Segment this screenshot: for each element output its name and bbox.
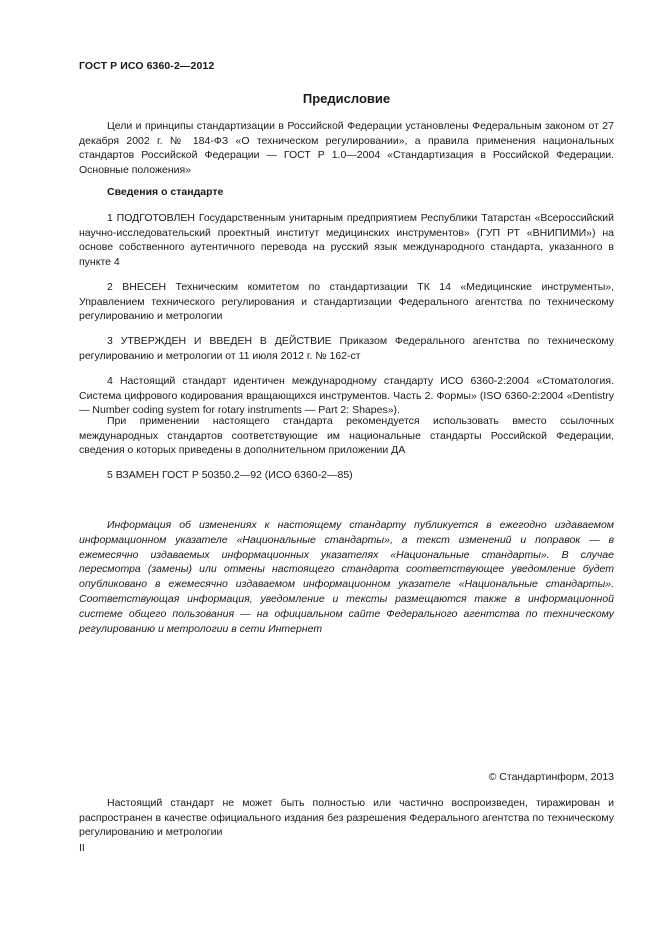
info-item-4-note: При применении настоящего стандарта рекомендуется использовать вместо ссылочных международных стандартов соответствующие им национальные стандарты Российской Федерации, сведения о которых приведены в дополнительном приложении ДА (79, 415, 614, 456)
info-item-5: 5 ВЗАМЕН ГОСТ Р 50350.2—92 (ИСО 6360-2—85) (107, 469, 353, 481)
preface-title: Предисловие (302, 91, 391, 106)
page-number: II (79, 842, 85, 854)
standard-info-heading: Сведения о стандарте (107, 186, 224, 198)
info-item-4: 4 Настоящий стандарт идентичен международному стандарту ИСО 6360-2:2004 «Стоматология. Система цифрового кодирования вращающихся инструментов. Часть 2. Формы» (ISO 6360-2:2004 «Dentistry — Number coding system for rotary instruments — Part 2: Shapes»). (79, 375, 614, 416)
info-item-2: 2 ВНЕСЕН Техническим комитетом по стандартизации ТК 14 «Медицинские инструменты», Управлением технического регулирования и стандартизации Федерального агентства по техническому регулированию и метрологии (79, 281, 614, 322)
standard-code-header: ГОСТ Р ИСО 6360-2—2012 (79, 60, 215, 72)
reproduction-notice: Настоящий стандарт не может быть полностью или частично воспроизведен, тиражирован и распространен в качестве официального издания без разрешения Федерального агентства по техническому регулированию и метрологии (79, 797, 614, 838)
changes-notice: Информация об изменениях к настоящему стандарту публикуется в ежегодно издаваемом информационном указателе «Национальные стандарты», а текст изменений и поправок — в ежемесячно издаваемых информационных указателях «Национальные стандарты». В случае пересмотра (замены) или отмены настоящего стандарта соответствующее уведомление будет опубликовано в ежемесячно издаваемом информационном указателе «Национальные стандарты». Соответствующая информация, уведомление и тексты размещаются также в информационной системе общего пользования — на официальном сайте Федерального агентства по техническому регулированию и метрологии в сети Интернет (79, 519, 614, 635)
info-item-1: 1 ПОДГОТОВЛЕН Государственным унитарным предприятием Республики Татарстан «Всероссийский научно-исследовательский проектный институт медицинских инструментов» (ГУП РТ «ВНИПИМИ») на основе собственного аутентичного перевода на русский язык международного стандарта, указанного в пункте 4 (79, 212, 614, 268)
preface-intro: Цели и принципы стандартизации в Российской Федерации установлены Федеральным законом от 27 декабря 2002 г. № 184-ФЗ «О техническом регулировании», а правила применения национальных стандартов Российской Федерации — ГОСТ Р 1.0—2004 «Стандартизация в Российской Федерации. Основные положения» (79, 120, 614, 176)
info-item-3: 3 УТВЕРЖДЕН И ВВЕДЕН В ДЕЙСТВИЕ Приказом Федерального агентства по техническому регулированию и метрологии от 11 июля 2012 г. № 162-ст (79, 335, 614, 362)
copyright-line: © Стандартинформ, 2013 (488, 771, 614, 783)
document-page (79, 0, 614, 936)
